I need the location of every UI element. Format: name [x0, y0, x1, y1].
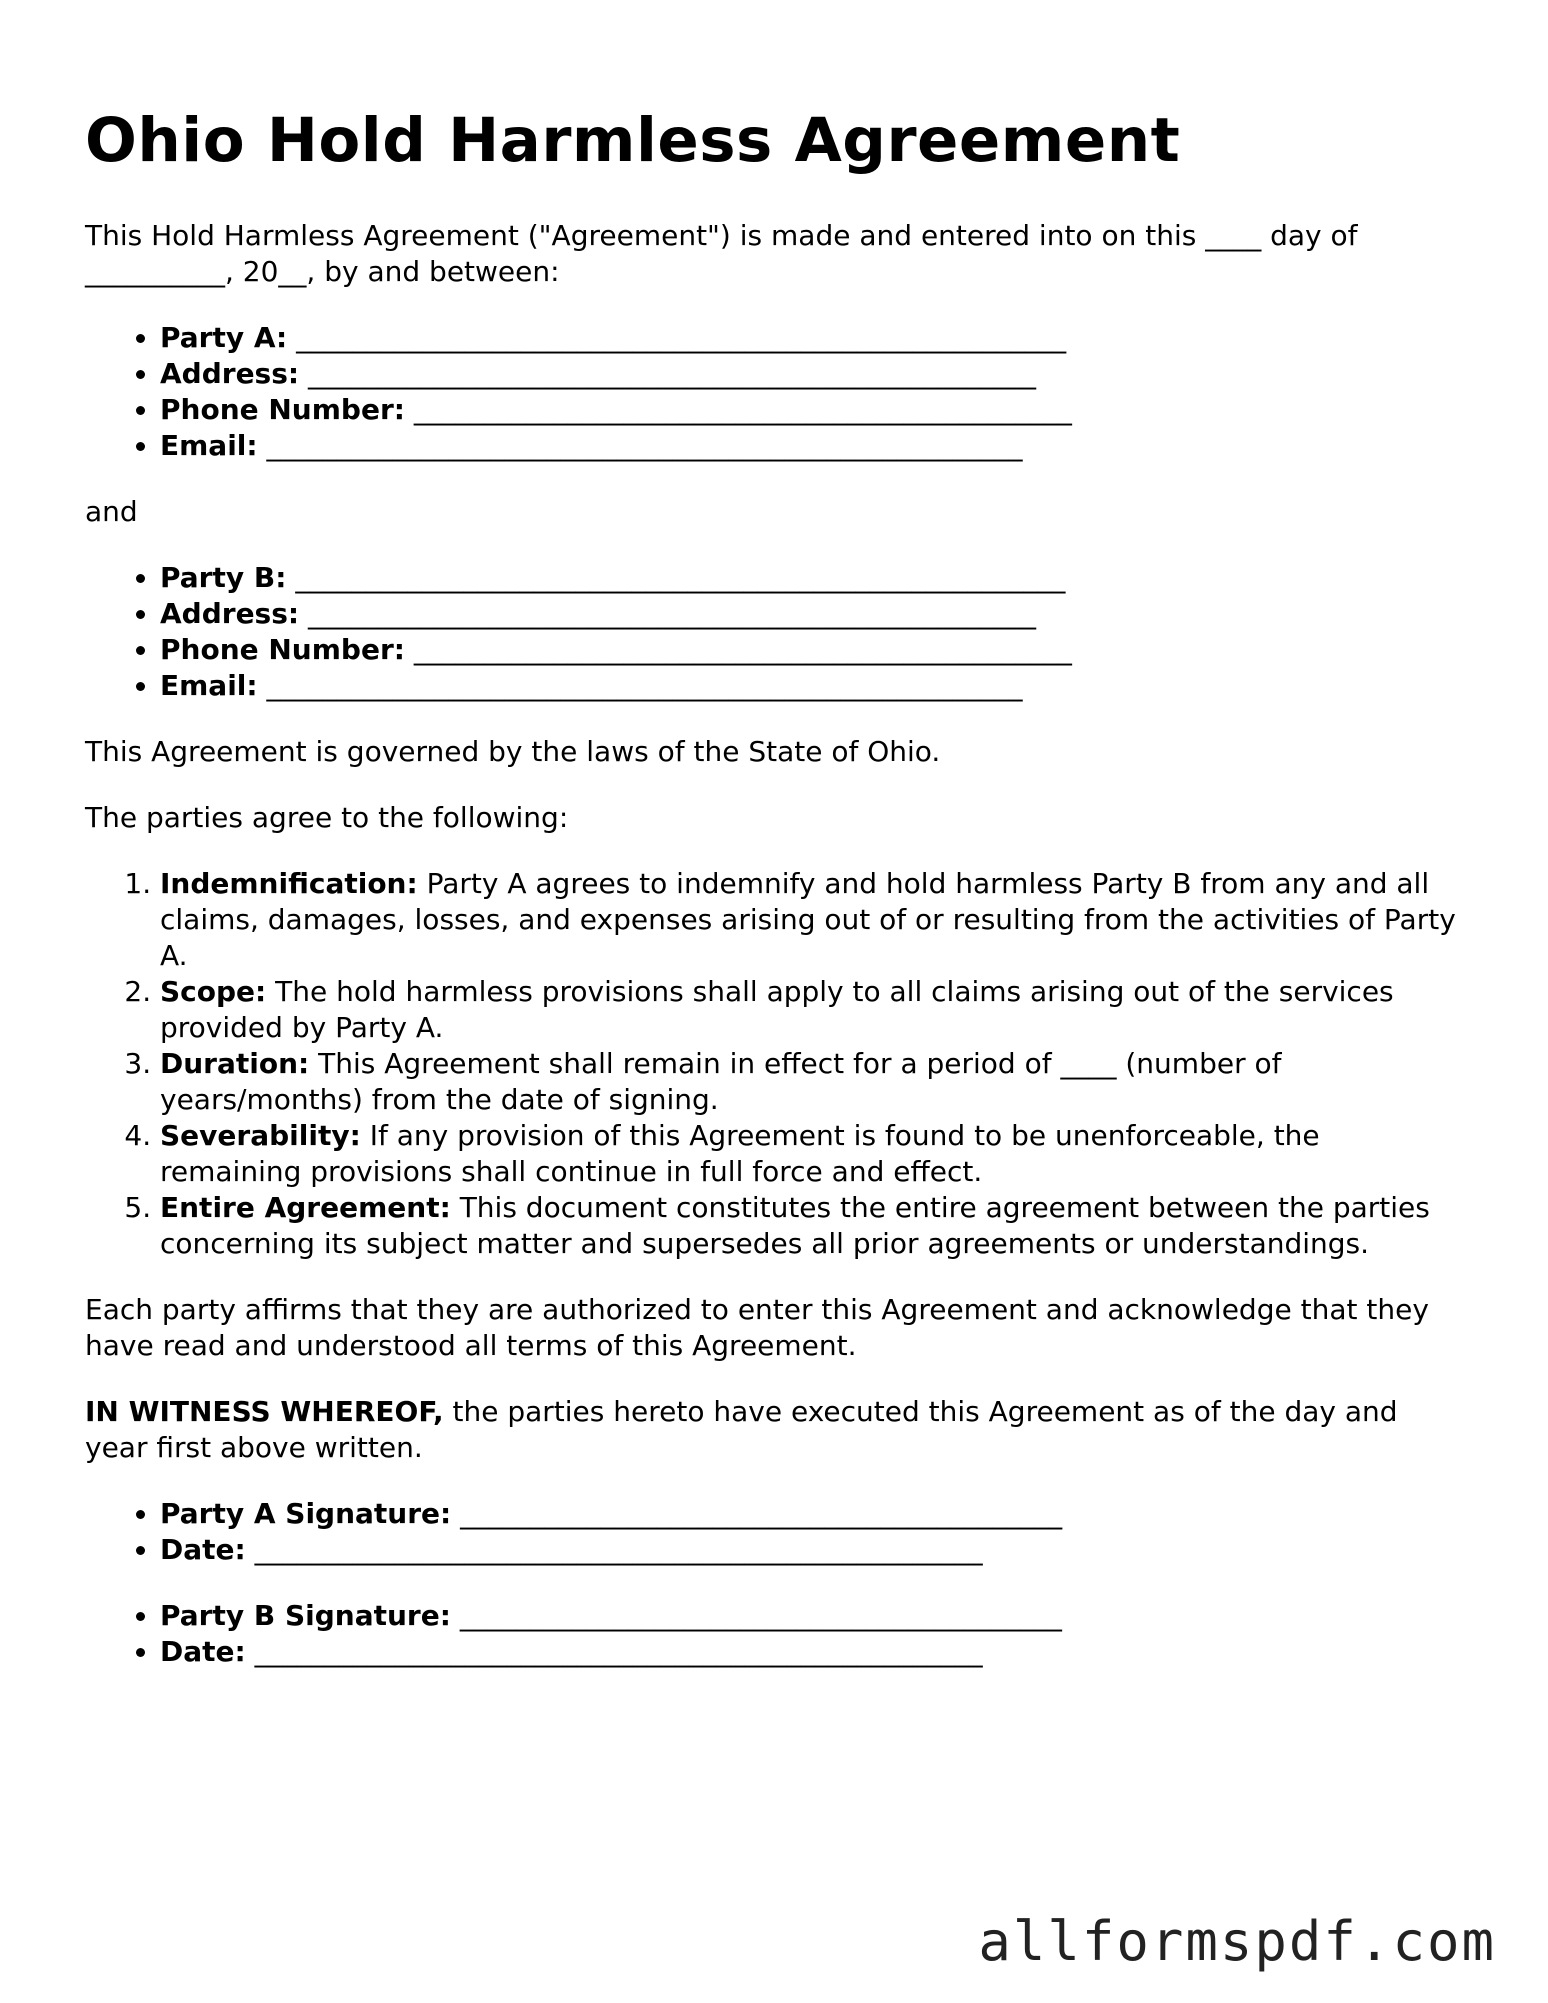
party-a-name-field [160, 320, 1465, 356]
party-a-date-field [160, 1532, 1465, 1568]
intro-paragraph: This Hold Harmless Agreement ("Agreement") is made and entered into on this ____ day of __________, 20__, by and between: [85, 219, 1367, 288]
party-b-date-field [160, 1634, 1465, 1670]
affirmation-paragraph: Each party affirms that they are authorized to enter this Agreement and acknowledge that they have read and understood all terms of this Agreement. [85, 1293, 1438, 1362]
field-label: Email: [160, 669, 258, 702]
fill-blank: _______________________________________________________ [295, 561, 1066, 594]
field-label: Phone Number: [160, 393, 405, 426]
term-heading: Severability: [160, 1119, 361, 1152]
term-heading: Entire Agreement: [160, 1191, 451, 1224]
field-label: Email: [160, 429, 258, 462]
term-text: Party A agrees to indemnify and hold harmless Party B from any and all claims, damages, losses, and expenses arising out of or resulting from the activities of Party A. [160, 867, 1456, 972]
term-scope [160, 974, 1465, 1046]
party-a-signature-field [160, 1496, 1465, 1532]
term-heading: Scope: [160, 975, 267, 1008]
field-label: Party A: [160, 321, 288, 354]
field-label: Date: [160, 1635, 246, 1668]
fill-blank: _______________________________________________________ [296, 321, 1067, 354]
party-b-fields [85, 560, 1465, 704]
fill-blank: ______________________________________________________ [266, 669, 1023, 702]
fill-blank: ___________________________________________ [459, 1599, 1062, 1632]
witness-text: the parties hereto have executed this Agreement as of the day and year first above written. [85, 1395, 1407, 1464]
party-b-signature-block [85, 1598, 1465, 1670]
witness-paragraph [85, 1394, 1465, 1466]
party-b-name-field [160, 560, 1465, 596]
site-watermark: allformspdf.com [978, 1910, 1496, 1973]
fill-blank: ______________________________________________________ [266, 429, 1023, 462]
field-label: Date: [160, 1533, 246, 1566]
field-label: Address: [160, 357, 300, 390]
party-a-fields [85, 320, 1465, 464]
party-b-email-field [160, 668, 1465, 704]
term-duration [160, 1046, 1465, 1118]
fill-blank: _______________________________________________ [413, 633, 1072, 666]
term-text: This Agreement shall remain in effect for a period of ____ (number of years/months) from the date of signing. [160, 1047, 1282, 1116]
term-indemnification [160, 866, 1465, 974]
term-text: This document constitutes the entire agreement between the parties concerning its subject matter and supersedes all prior agreements or understandings. [160, 1191, 1430, 1260]
field-label: Party B: [160, 561, 287, 594]
field-label: Phone Number: [160, 633, 405, 666]
term-text: The hold harmless provisions shall apply to all claims arising out of the services provided by Party A. [160, 975, 1394, 1044]
witness-lead: IN WITNESS WHEREOF, [85, 1395, 444, 1428]
terms-list [85, 866, 1465, 1262]
field-label: Party A Signature: [160, 1497, 452, 1530]
field-label: Address: [160, 597, 300, 630]
party-a-address-field [160, 356, 1465, 392]
fill-blank: ____________________________________________________ [254, 1533, 983, 1566]
fill-blank: ____________________________________________________ [254, 1635, 983, 1668]
agree-intro-paragraph: The parties agree to the following: [85, 801, 569, 834]
term-entire-agreement [160, 1190, 1465, 1262]
document-page [85, 100, 1465, 1670]
fill-blank: ____________________________________________________ [308, 597, 1036, 630]
fill-blank: _______________________________________________ [413, 393, 1072, 426]
fill-blank: ____________________________________________________ [308, 357, 1036, 390]
document-title: Ohio Hold Harmless Agreement [85, 105, 1181, 176]
term-text: If any provision of this Agreement is found to be unenforceable, the remaining provisions shall continue in full force and effect. [160, 1119, 1320, 1188]
party-b-signature-field [160, 1598, 1465, 1634]
fill-blank: ___________________________________________ [460, 1497, 1063, 1530]
party-a-phone-field [160, 392, 1465, 428]
party-a-email-field [160, 428, 1465, 464]
party-b-address-field [160, 596, 1465, 632]
term-heading: Duration: [160, 1047, 310, 1080]
and-text: and [85, 495, 138, 528]
party-a-signature-block [85, 1496, 1465, 1568]
term-heading: Indemnification: [160, 867, 418, 900]
term-severability [160, 1118, 1465, 1190]
governing-law-paragraph: This Agreement is governed by the laws of the State of Ohio. [85, 735, 941, 768]
field-label: Party B Signature: [160, 1599, 451, 1632]
party-b-phone-field [160, 632, 1465, 668]
